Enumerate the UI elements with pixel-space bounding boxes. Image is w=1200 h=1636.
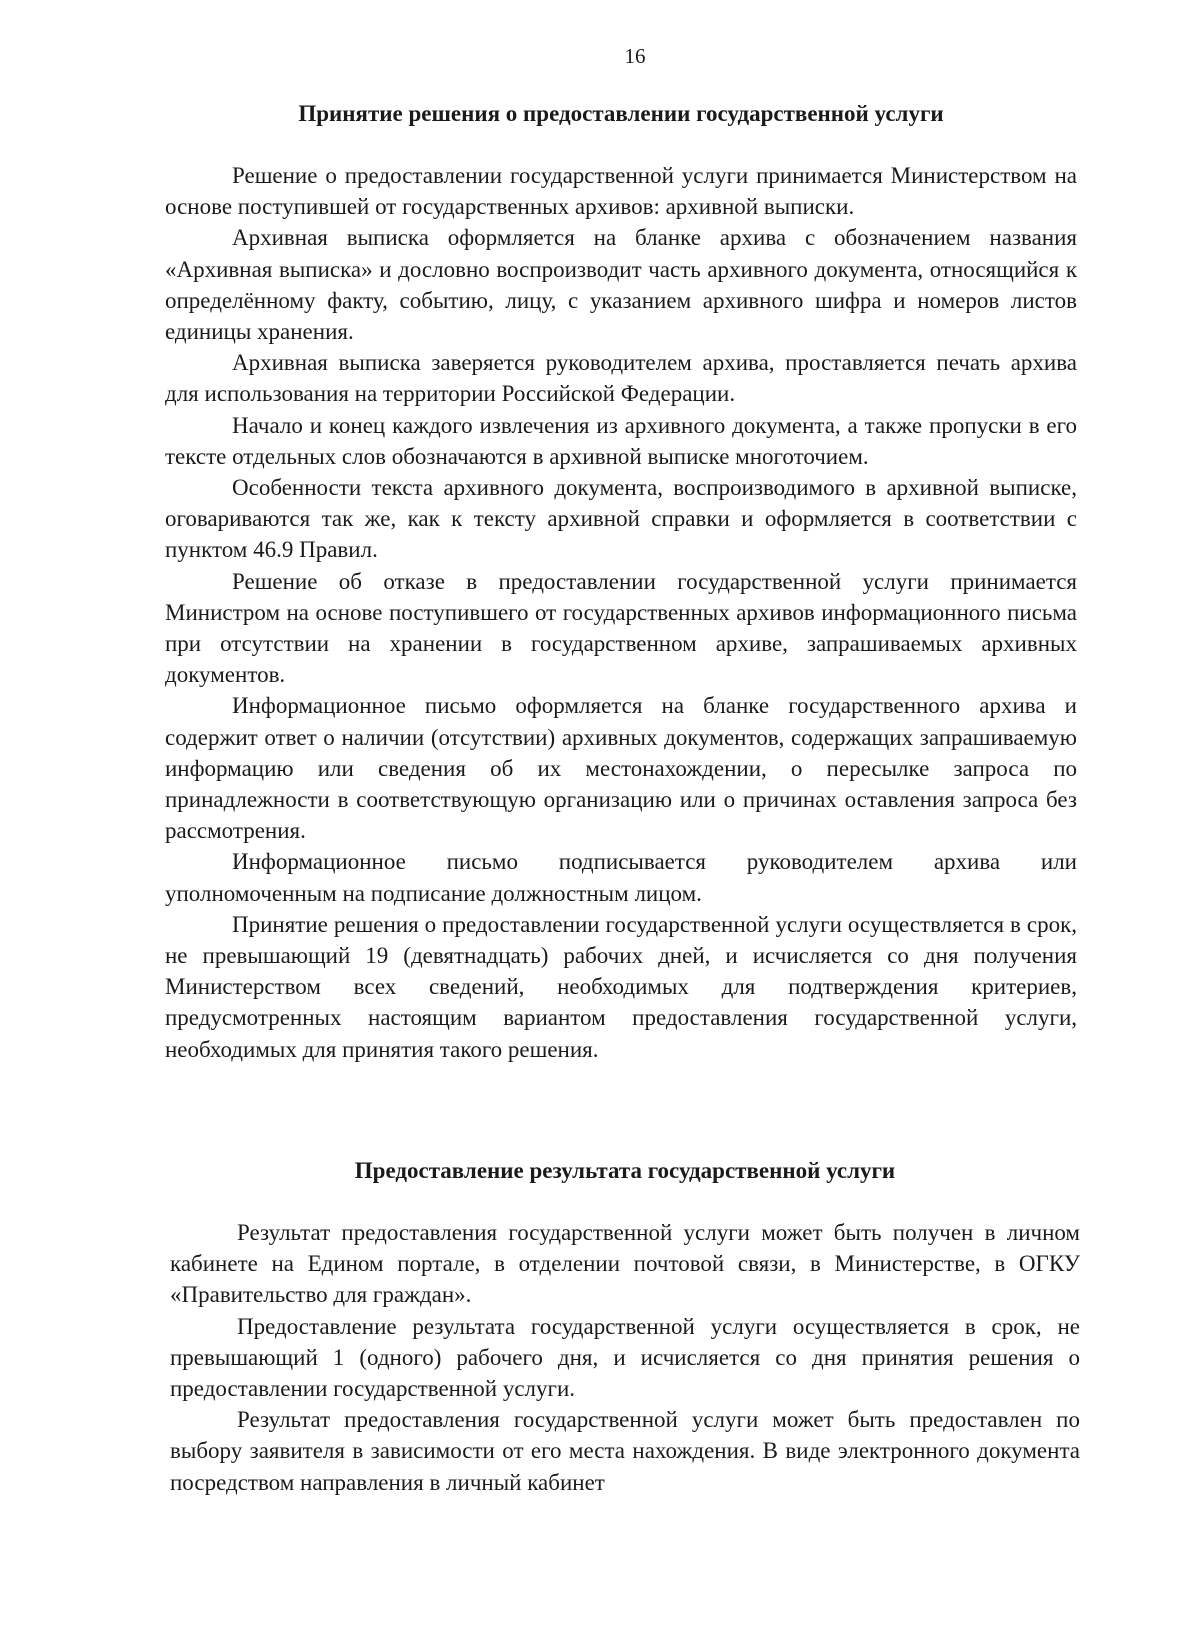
paragraph: Архивная выписка заверяется руководителем архива, проставляется печать архива для использования на территории Российской Федерации.	[165, 350, 1077, 407]
paragraph: Информационное письмо оформляется на бланке государственного архива и содержит ответ о наличии (отсутствии) архивных документов, содержащих запрашиваемую информацию или сведения об их местонахождении, о пересылке запроса по принадлежности в соответствующую организацию или о причинах оставления запроса без рассмотрения.	[165, 693, 1077, 844]
paragraph: Решение об отказе в предоставлении государственной услуги принимается Министром на основе поступившего от государственных архивов информационного письма при отсутствии на хранении в государственном архиве, запрашиваемых архивных документов.	[165, 568, 1077, 688]
paragraph: Результат предоставления государственной услуги может быть предоставлен по выбору заявителя в зависимости от его места нахождения. В виде электронного документа посредством направления в личный кабинет	[170, 1407, 1080, 1495]
section-heading: Предоставление результата государственной услуги	[354, 1158, 896, 1183]
paragraph: Архивная выписка оформляется на бланке архива с обозначением названия «Архивная выписка» и дословно воспроизводит часть архивного документа, относящийся к определённому факту, событию, лицу, с указанием архивного шифра и номеров листов единицы хранения.	[165, 225, 1077, 345]
page-number: 16	[624, 44, 646, 68]
section-decision	[165, 98, 1077, 1065]
paragraph: Решение о предоставлении государственной услуги принимается Министерством на основе поступившей от государственных архивов: архивной выписки.	[165, 163, 1077, 220]
paragraph: Информационное письмо подписывается руководителем архива или уполномоченным на подписание должностным лицом.	[165, 849, 1077, 906]
paragraph: Результат предоставления государственной услуги может быть получен в личном кабинете на Едином портале, в отделении почтовой связи, в Министерстве, в ОГКУ «Правительство для граждан».	[170, 1220, 1080, 1308]
paragraph: Принятие решения о предоставлении государственной услуги осуществляется в срок, не превышающий 19 (девятнадцать) рабочих дней, и исчисляется со дня получения Министерством всех сведений, необходимых для подтверждения критериев, предусмотренных настоящим вариантом предоставления государственной услуги, необходимых для принятия такого решения.	[165, 911, 1077, 1062]
paragraph: Предоставление результата государственной услуги осуществляется в срок, не превышающий 1 (одного) рабочего дня, и исчисляется со дня принятия решения о предоставлении государственной услуги.	[170, 1313, 1080, 1402]
section-heading: Принятие решения о предоставлении государственной услуги	[298, 101, 944, 126]
paragraph: Начало и конец каждого извлечения из архивного документа, а также пропуски в его тексте отдельных слов обозначаются в архивной выписке многоточием.	[165, 412, 1077, 469]
paragraph: Особенности текста архивного документа, воспроизводимого в архивной выписке, оговариваются так же, как к тексту архивной справки и оформляется в соответствии с пунктом 46.9 Правил.	[165, 475, 1077, 563]
section-result	[170, 1155, 1080, 1498]
